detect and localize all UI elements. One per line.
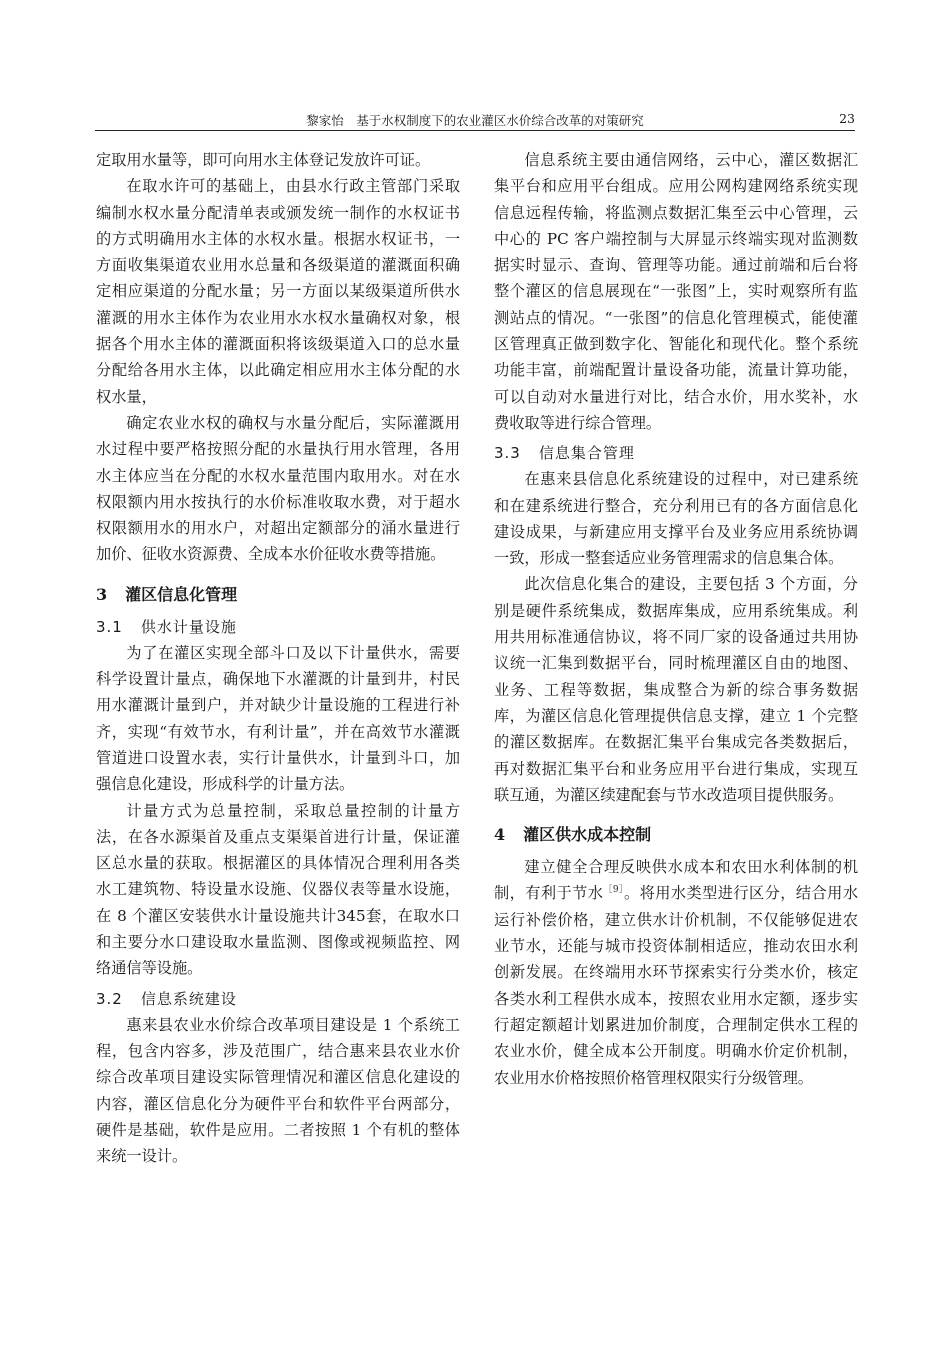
subsection-title: 信息系统建设: [140, 989, 237, 1008]
section-number: 4: [494, 825, 506, 845]
left-column: [96, 147, 460, 1169]
paragraph: [494, 854, 858, 1091]
paragraph: 确定农业水权的确权与水量分配后，实际灌溉用水过程中要严格按照分配的水量执行用水管理，各用水主体应当在分配的水权水量范围内取用水。对在水权限额内用水按执行的水价标准收取水费，对于超水权限额用水的用水户，对超出定额部分的涌水量进行加价、征收水资源费、全成本水价征收水费等措施。: [96, 413, 460, 564]
section-title: 灌区信息化管理: [125, 584, 238, 604]
subsection-heading: [96, 614, 460, 640]
subsection-heading: [494, 440, 858, 466]
subsection-number: 3.2: [96, 989, 123, 1008]
subsection-number: 3.1: [96, 617, 123, 636]
header-title: 黎家怡 基于水权制度下的农业灌区水价综合改革的对策研究: [306, 113, 644, 128]
paragraph: 惠来县农业水价综合改革项目建设是 1 个系统工程，包含内容多，涉及范围广，结合惠来县农业水价综合改革项目建设实际管理情况和灌区信息化建设的内容，灌区信息化分为硬件平台和软件平台两部分，硬件是基础，软件是应用。二者按照 1 个有机的整体来统一设计。: [96, 1015, 460, 1166]
paragraph: 此次信息化集合的建设，主要包括 3 个方面，分别是硬件系统集成，数据库集成，应用系统集成。利用共用标准通信协议，将不同厂家的设备通过共用协议统一汇集到数据平台，同时梳理灌区自由的地图、业务、工程等数据，集成整合为新的综合事务数据库，为灌区信息化管理提供信息支撑，建立 1 个完整的灌区数据库。在数据汇集平台集成完各类数据后，再对数据汇集平台和业务应用平台进行集成，实现互联互通，为灌区续建配套与节水改造项目提供服务。: [494, 575, 858, 804]
subsection-title: 供水计量设施: [140, 617, 237, 636]
paragraph: 在惠来县信息化系统建设的过程中，对已建系统和在建系统进行整合，充分利用已有的各方面信息化建设成果，与新建应用支撑平台及业务应用系统协调一致，形成一整套适应业务管理需求的信息集合体。: [494, 470, 858, 568]
citation-reference[interactable]: ［9］: [603, 885, 624, 896]
running-header: [95, 108, 855, 131]
section-title: 灌区供水成本控制: [523, 825, 652, 845]
subsection-heading: [96, 986, 460, 1012]
section-heading: [494, 822, 858, 848]
paragraph-text: 。将用水类型进行区分，结合用水运行补偿价格，建立供水计价机制，不仅能够促进农业节水，还能与城市投资体制相适应，推动农田水利创新发展。在终端用水环节探索实行分类水价，核定各类水利工程供水成本，按照农业用水定额，逐步实行超定额超计划累进加价制度，合理制定供水工程的农业水价，健全成本公开制度。明确水价定价机制，农业用水价格按照价格管理权限实行分级管理。: [494, 884, 859, 1087]
paragraph-text: 建立健全合理反映供水成本和农田水利体制的机制，有利于节水: [494, 858, 858, 903]
subsection-number: 3.3: [494, 444, 521, 463]
paragraph: 在取水许可的基础上，由县水行政主管部门采取编制水权水量分配清单表或颁发统一制作的水权证书的方式明确用水主体的水权水量。根据水权证书，一方面收集渠道农业用水总量和各级渠道的灌溉面积确定相应渠道的分配水量；另一方面以某级渠道所供水灌溉的用水主体作为农业用水水权水量确权对象，根据各个用水主体的灌溉面积将该级渠道入口的总水量分配给各用水主体，以此确定相应用水主体分配的水权水量，: [96, 177, 460, 406]
paragraph: 信息系统主要由通信网络，云中心，灌区数据汇集平台和应用平台组成。应用公网构建网络系统实现信息远程传输，将监测点数据汇集至云中心管理，云中心的 PC 客户端控制与大屏显示终端实现对监测数据实时显示、查询、管理等功能。通过前端和后台将整个灌区的信息展现在“一张图”上，实时观察所有监测站点的情况。“一张图”的信息化管理模式，能使灌区管理真正做到数字化、智能化和现代化。整个系统功能丰富，前端配置计量设备功能，流量计算功能，可以自动对水量进行对比，结合水价，用水奖补，水费收取等进行综合管理。: [494, 151, 858, 432]
paragraph: 计量方式为总量控制，采取总量控制的计量方法，在各水源渠首及重点支渠渠首进行计量，保证灌区总水量的获取。根据灌区的具体情况合理利用各类水工建筑物、特设量水设施、仪器仪表等量水设施，在 8 个灌区安装供水计量设施共计345套，在取水口和主要分水口建设取水量监测、图像或视频监控、网络通信等设施。: [96, 801, 460, 978]
paragraph: 为了在灌区实现全部斗口及以下计量供水，需要科学设置计量点，确保地下水灌溉的计量到井，村民用水灌溉计量到户，并对缺少计量设施的工程进行补齐，实现“有效节水，有利计量”，并在高效节水灌溉管道进口设置水表，实行计量供水，计量到斗口，加强信息化建设，形成科学的计量方法。: [96, 643, 460, 794]
right-column: [494, 147, 858, 1091]
paragraph: 定取用水量等，即可向用水主体登记发放许可证。: [96, 151, 431, 169]
page-number: 23: [839, 111, 855, 126]
section-heading: [96, 582, 460, 608]
section-number: 3: [96, 584, 108, 604]
subsection-title: 信息集合管理: [538, 444, 635, 463]
